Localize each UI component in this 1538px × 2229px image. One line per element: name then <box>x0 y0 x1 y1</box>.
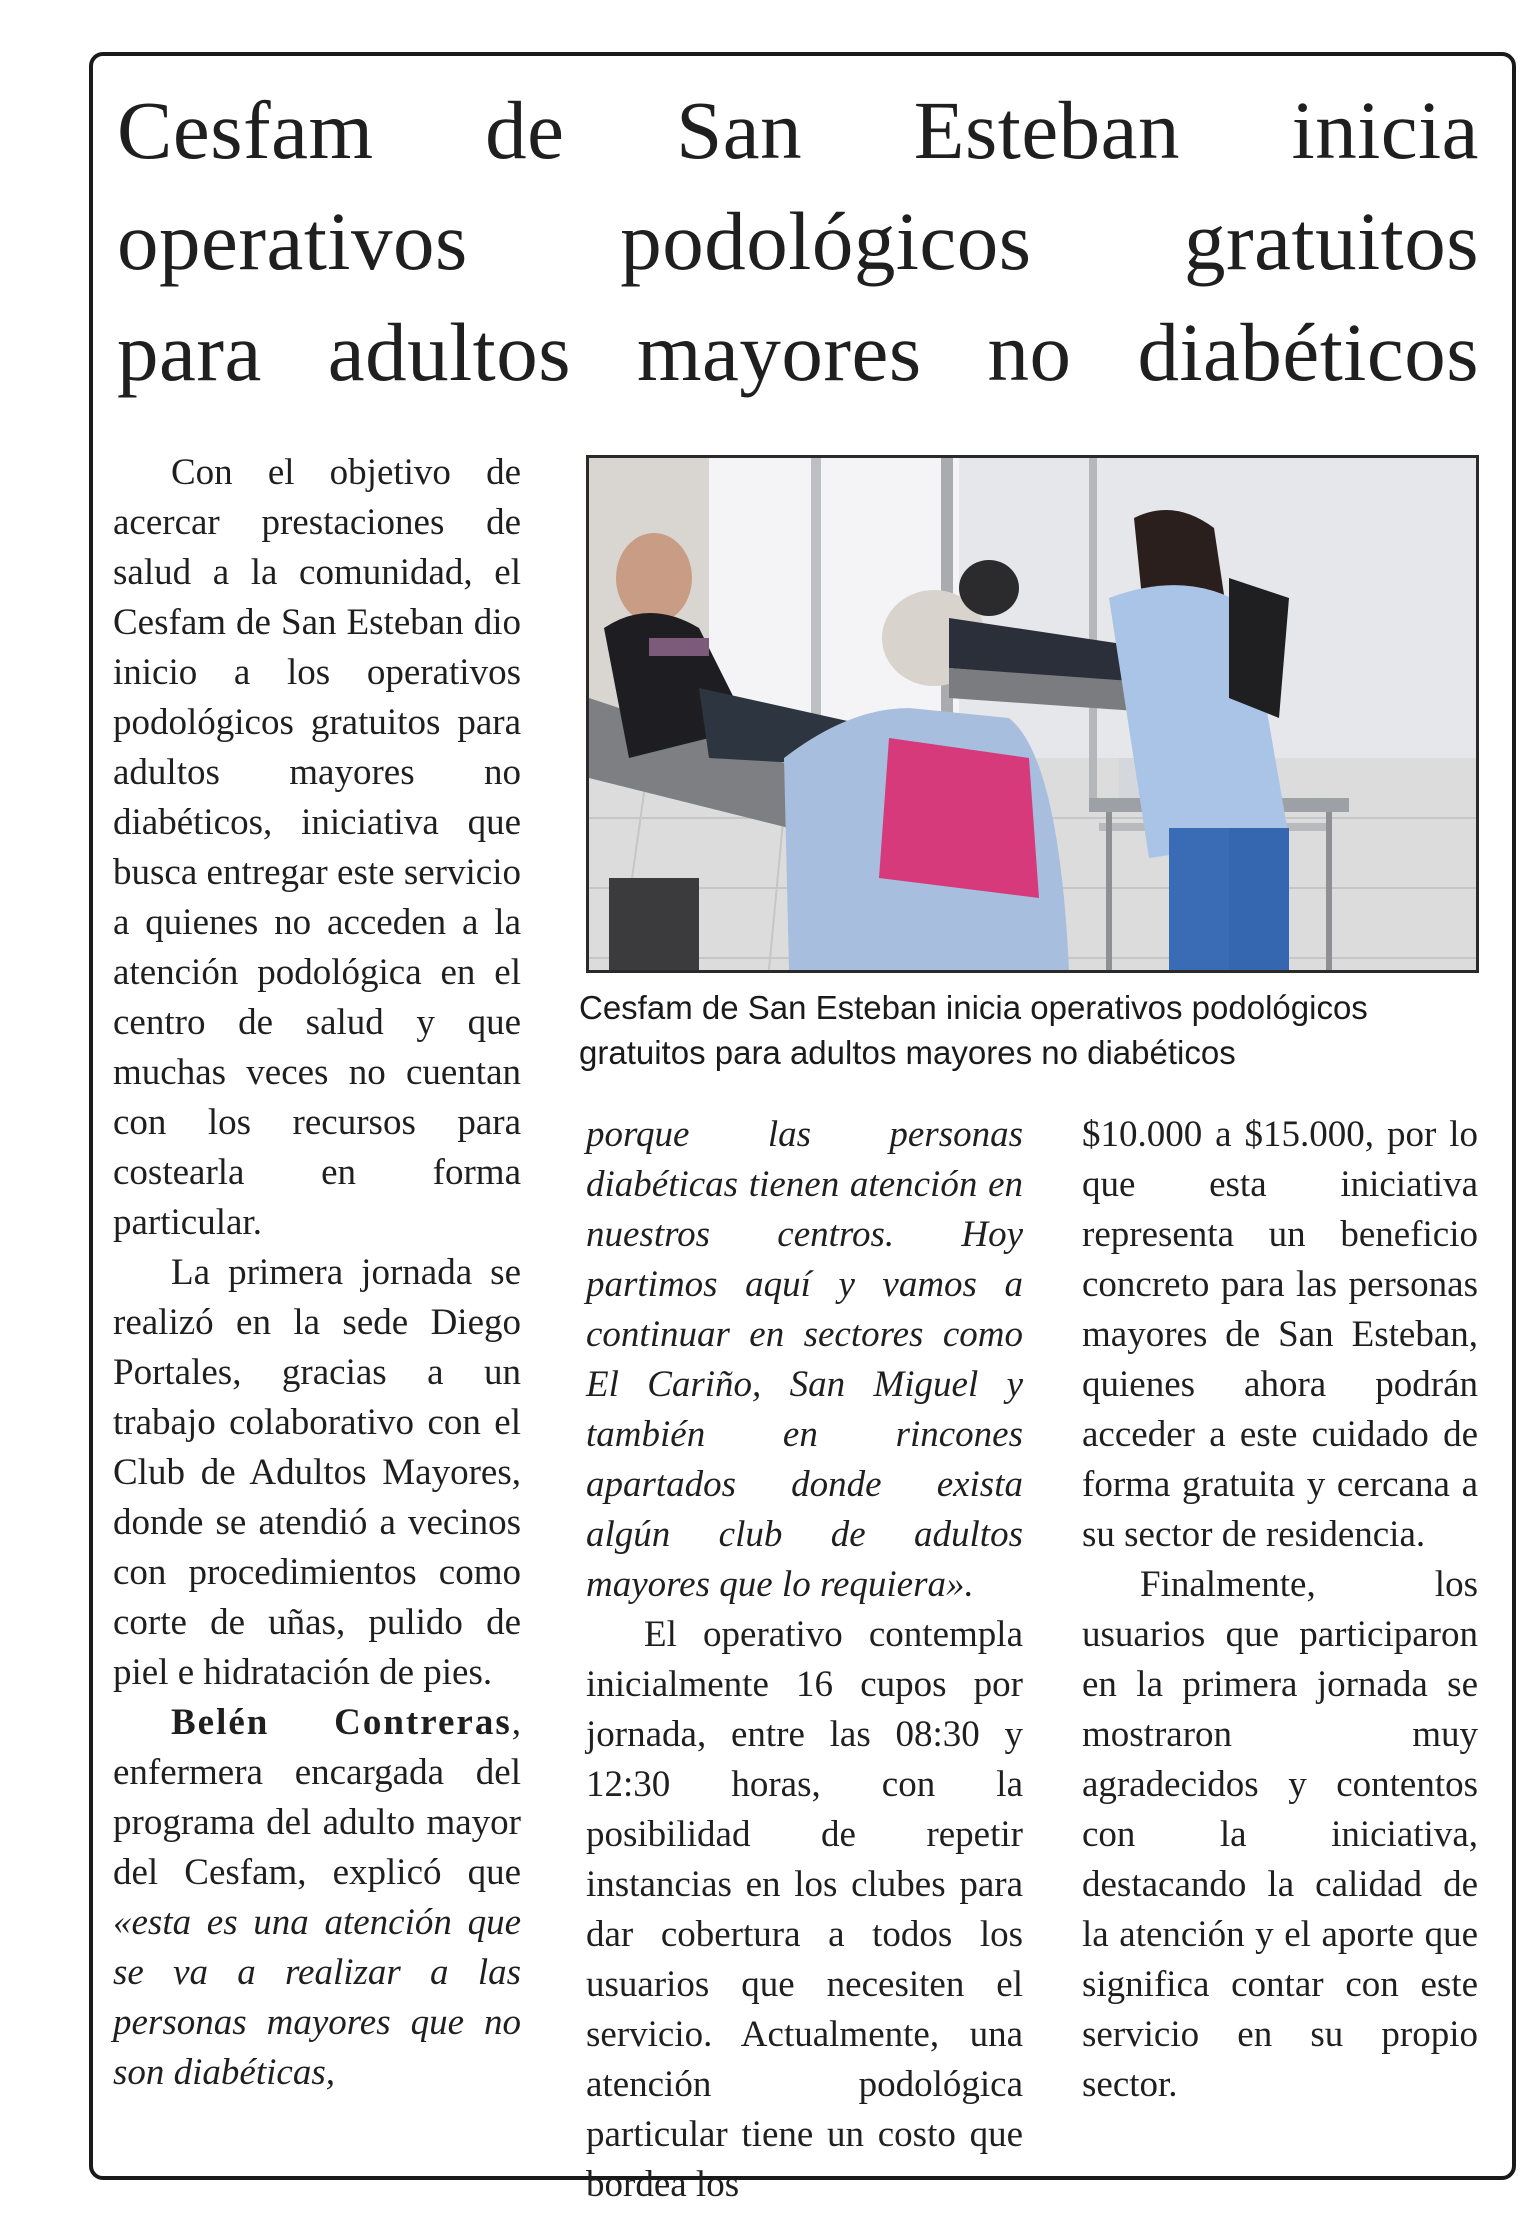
quote-part-1: «esta es una atención que se va a realizar a las personas mayores que no son diabéticas, <box>113 1902 521 2093</box>
paragraph-first-session: La primera jornada se realizó en la sede Diego Portales, gracias a un trabajo colaborativo con el Club de Adultos Mayores, donde se atendió a vecinos con procedimientos como corte de uñas, pulido de piel e hidratación de pies. <box>113 1252 521 1693</box>
paragraph-quote-intro <box>113 1698 521 2098</box>
caption-line: Cesfam de San Esteban inicia operativos podológicos <box>579 989 1368 1026</box>
interviewee-name: Belén Contreras <box>171 1702 512 1743</box>
photo-caption <box>579 985 1489 1075</box>
quote-continuation: porque las personas diabéticas tienen atención en nuestros centros. Hoy partimos aquí y vamos a continuar en sectores como El Cariño, San Miguel y también en rincones apartados donde exista algún club de adultos mayores que lo requiera». <box>586 1114 1023 1605</box>
headline-line: operativos podológicos gratuitos <box>117 195 1479 287</box>
podiatry-scene-image <box>589 458 1476 970</box>
paragraph-capacity: El operativo contempla inicialmente 16 cupos por jornada, entre las 08:30 y 12:30 horas, con la posibilidad de repetir instancias en los clubes para dar cobertura a todos los usuarios que necesiten el servicio. Actualmente, una atención podológica particular tiene un costo que bordea los <box>586 1614 1023 2205</box>
headline-line: para adultos mayores no diabéticos <box>117 306 1479 398</box>
article-column-2 <box>586 1110 1023 2205</box>
paragraph-closing: Finalmente, los usuarios que participaron en la primera jornada se mostraron muy agradecidos y contentos con la iniciativa, destacando la calidad de la atención y el aporte que significa contar con este servicio en su propio sector. <box>1082 1564 1478 2105</box>
caption-line: gratuitos para adultos mayores no diabéticos <box>579 1034 1236 1071</box>
article-column-1 <box>113 448 521 2138</box>
article-column-3 <box>1082 1110 1478 2138</box>
headline <box>117 75 1479 408</box>
article-photo <box>586 455 1479 973</box>
paragraph-intro: Con el objetivo de acercar prestaciones de salud a la comunidad, el Cesfam de San Esteban dio inicio a los operativos podológicos gratuitos para adultos mayores no diabéticos, iniciativa que busca entregar este servicio a quienes no acceden a la atención podológica en el centro de salud y que muchas veces no cuentan con los recursos para costearla en forma particular. <box>113 452 521 1243</box>
quote-part-2 <box>586 1110 1023 1610</box>
headline-line: Cesfam de San Esteban inicia <box>117 84 1479 176</box>
interviewee-description: , enfermera encargada del programa del adulto mayor del Cesfam, explicó que <box>113 1702 521 1893</box>
paragraph-cost: $10.000 a $15.000, por lo que esta iniciativa representa un beneficio concreto para las personas mayores de San Esteban, quienes ahora podrán acceder a este cuidado de forma gratuita y cercana a su sector de residencia. <box>1082 1114 1478 1555</box>
